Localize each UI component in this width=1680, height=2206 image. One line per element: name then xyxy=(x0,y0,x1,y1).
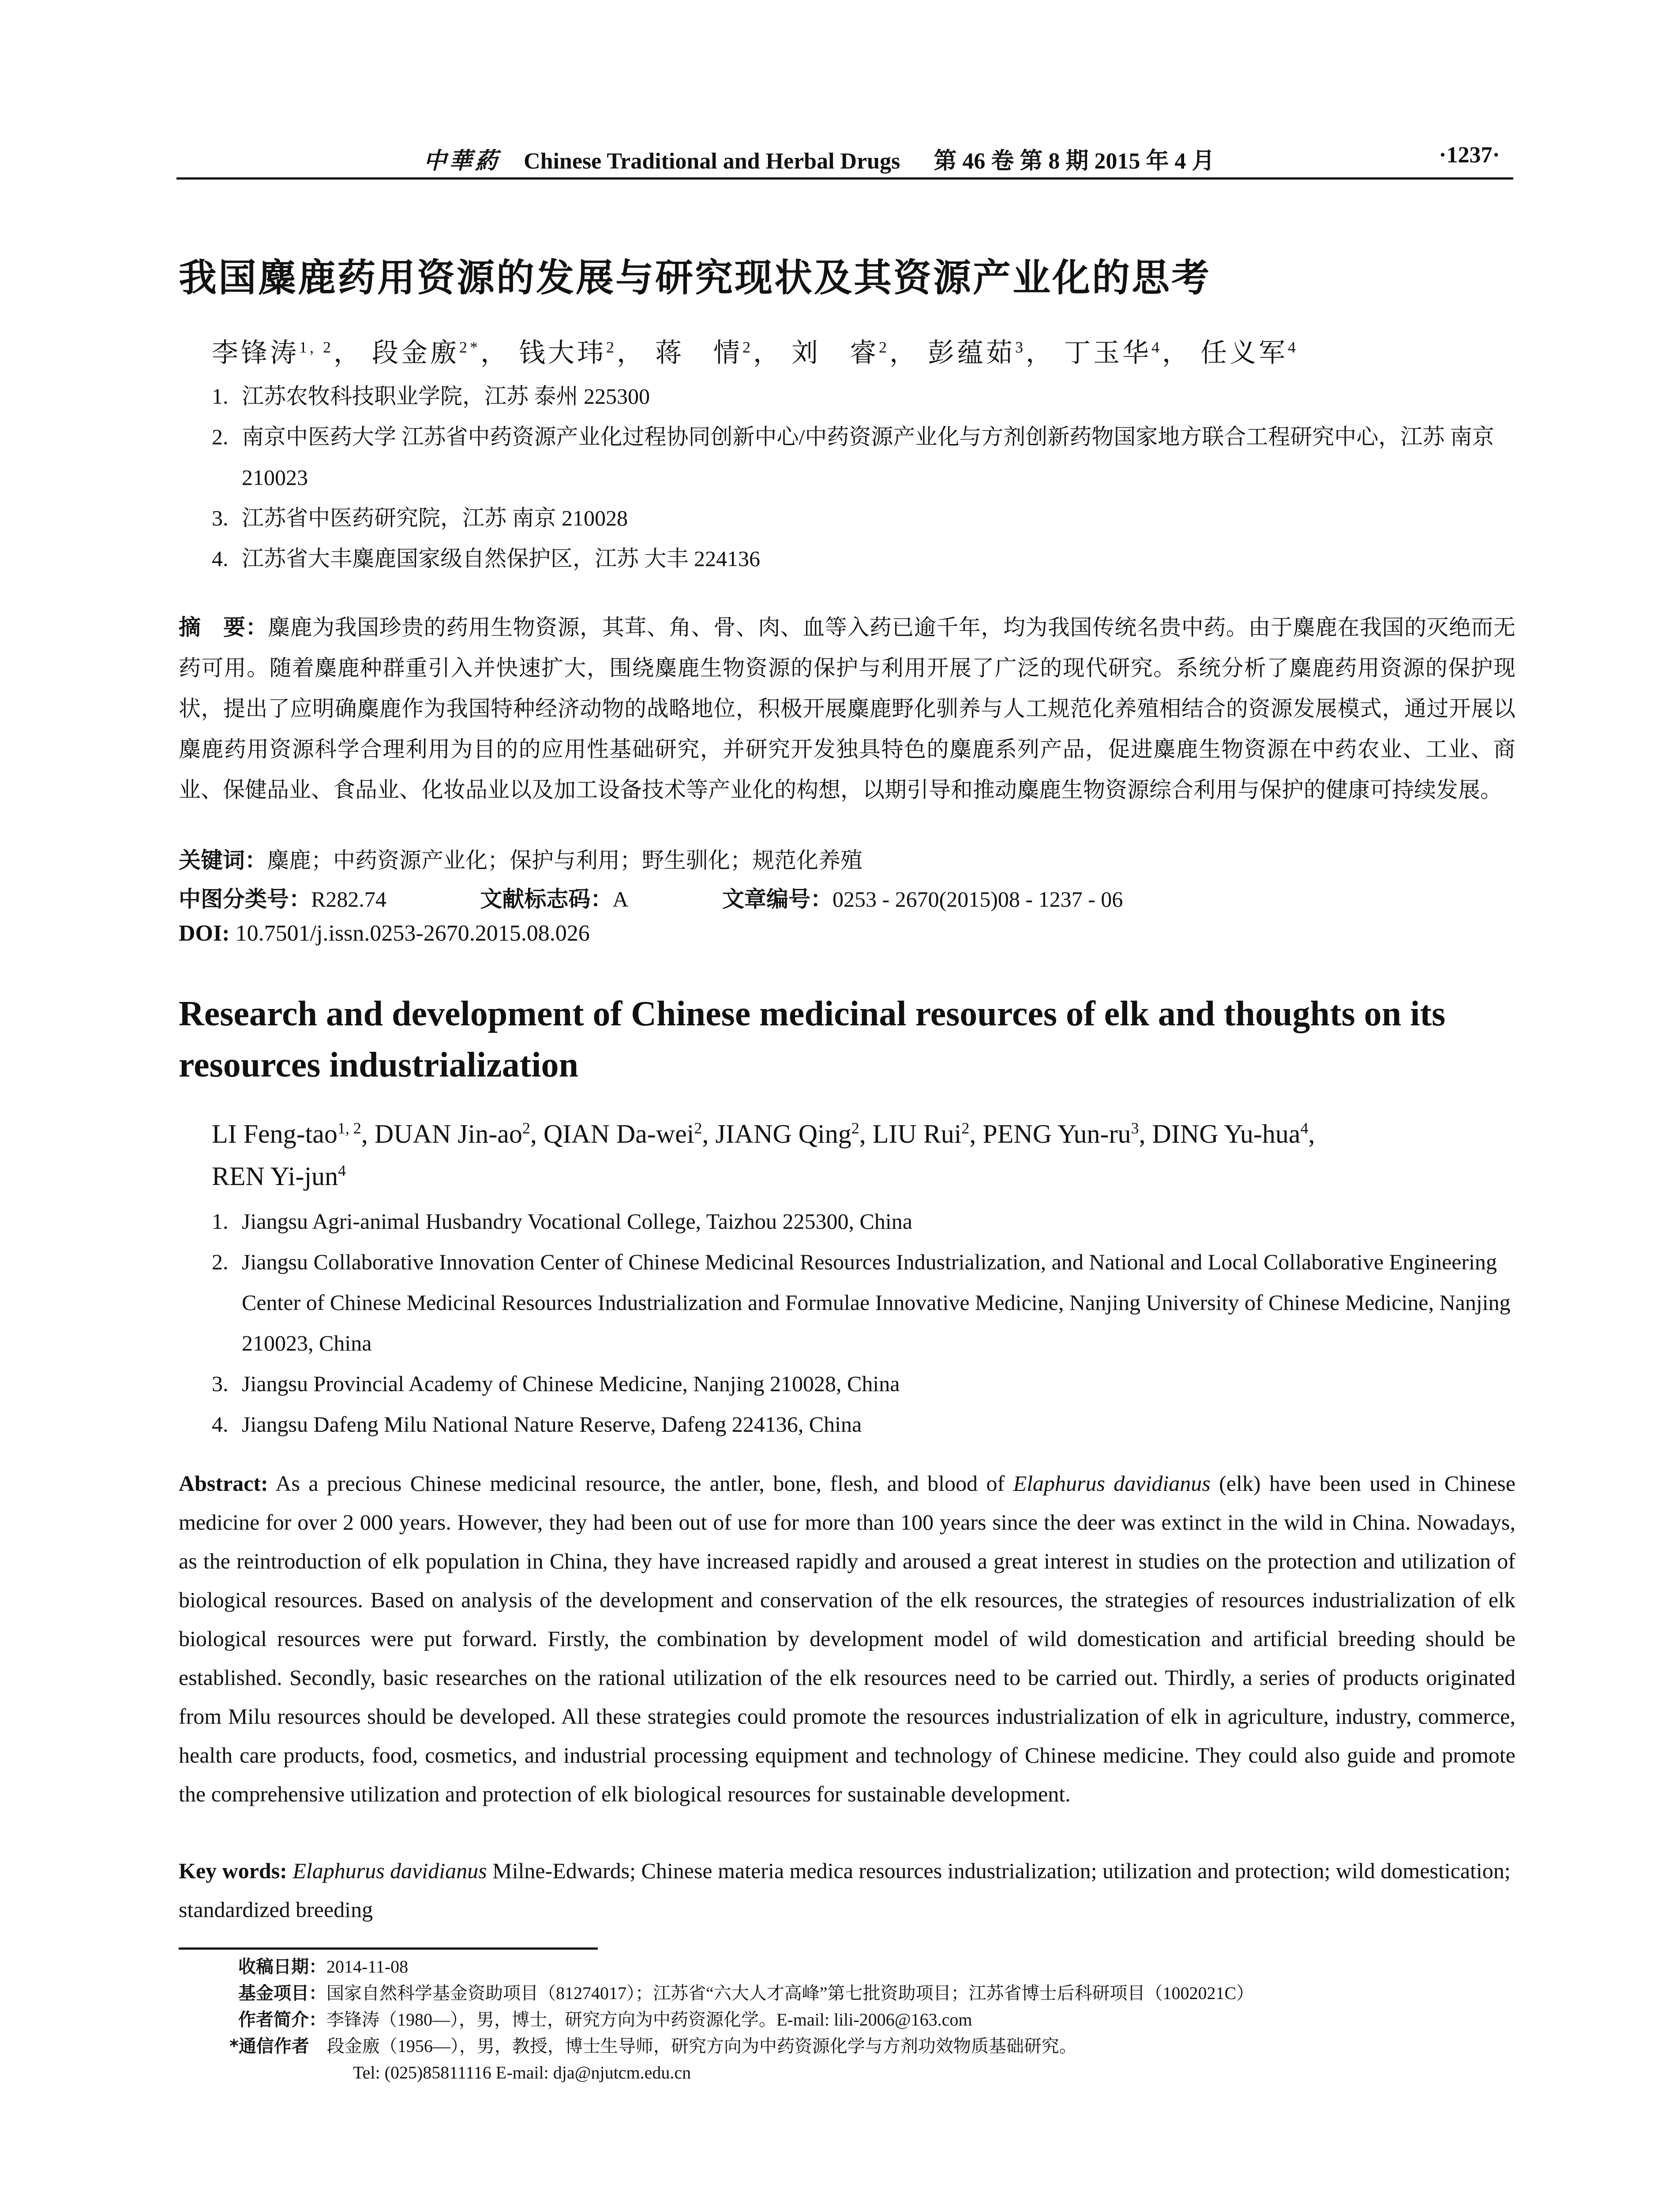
author-cn: 彭蕴茹$^3$ xyxy=(928,338,1026,368)
running-header xyxy=(176,142,1513,180)
author-en: DUAN Jin-$ao^2$ xyxy=(374,1119,530,1148)
article-number: 0253 - 2670(2015)08 - 1237 - 06 xyxy=(832,887,1123,912)
keywords-en: Key words: Elaphurus davidianus Milne-Edwards; Chinese materia medica resources industrialization; utilization and protection; wild domestication; standardized breeding xyxy=(179,1858,1511,1922)
footnote-received: 收稿日期：2014-11-08 xyxy=(238,1957,409,1977)
journal-issue: 第 46 卷 第 8 期 2015 年 4 月 xyxy=(934,149,1215,174)
affiliations-en xyxy=(212,1201,1513,1444)
author-en: LIU Rui$^2$ xyxy=(872,1119,970,1148)
title-en: Research and development of Chinese medicinal resources of elk and thoughts on its resources industrialization xyxy=(179,994,1446,1084)
title-cn: 我国麋鹿药用资源的发展与研究现状及其资源产业化的思考 xyxy=(179,256,1211,300)
abstract-cn-text: 麋鹿为我国珍贵的药用生物资源，其茸、角、骨、肉、血等入药已逾千年，均为我国传统名贵中药。由于麋鹿在我国的灭绝而无药可用。随着麋鹿种群重引入并快速扩大，围绕麋鹿生物资源的保护与利用开展了广泛的现代研究。系统分析了麋鹿药用资源的保护现状，提出了应明确麋鹿作为我国特种经济动物的战略地位，积极开展麋鹿野化驯养与人工规范化养殖相结合的资源发展模式，通过开展以麋鹿药用资源科学合理利用为目的的应用性基础研究，并研究开发独具特色的麋鹿系列产品，促进麋鹿生物资源在中药农业、工业、商业、保健品业、食品业、化妆品业以及加工设备技术等产业化的构想，以期引导和推动麋鹿生物资源综合利用与保护的健康可持续发展。 xyxy=(179,615,1516,802)
classification-row: 中图分类号：R282.74 文献标志码：A 文章编号：0253 - 2670(2015)08 - 1237 - 06 xyxy=(179,886,1123,912)
author-cn: 刘 睿$^2$ xyxy=(791,338,889,368)
affiliation-item: 1. 江苏农牧科技职业学院，江苏 泰州 225300 xyxy=(212,384,650,409)
abstract-en: Abstract: As a precious Chinese medicinal resource, the antler, bone, flesh, and blood of Elaphurus davidianus (elk) have been used in Chinese medicine for over 2 000 years. However, they had been out of use for more than 100 years since the deer was extinct in the wild in China. Nowadays, as the reintroduction of elk population in China, they have increased rapidly and aroused a great interest in studies on the protection and utilization of biological resources. Based on analysis of the development and conservation of the elk resources, the strategies of resources industrialization of elk biological resources were put forward. Firstly, the combination by development model of wild domestication and artificial breeding should be established. Secondly, basic researches on the rational utilization of the elk resources need to be carried out. Thirdly, a series of products originated from Milu resources should be developed. All these strategies could promote the resources industrialization of elk in agriculture, industry, commerce, health care products, food, cosmetics, and industrial processing equipment and technology of Chinese medicine. They could also guide and promote the comprehensive utilization and protection of elk biological resources for sustainable development. xyxy=(179,1471,1516,1806)
footnote-bio: 作者简介：李锋涛（1980—），男，博士，研究方向为中药资源化学。E-mail: lili-2006@163.com xyxy=(238,2010,972,2030)
author-cn: 丁玉华$^4$ xyxy=(1064,338,1162,368)
doi: DOI: 10.7501/j.issn.0253-2670.2015.08.026 xyxy=(179,921,590,946)
author-en: LI Feng-tao$^{1, 2}$ xyxy=(212,1119,361,1148)
clc-code: R282.74 xyxy=(311,887,386,912)
affiliation-item: 1. Jiangsu Agri-animal Husbandry Vocational College, Taizhou 225300, China xyxy=(212,1209,912,1234)
authors-cn: 李锋涛$^{1, 2}$， 段金廒$^{2*}$， 钱大玮$^2$， 蒋 情$^2$， 刘 睿$^2$， 彭蕴茹$^3$， 丁玉华$^4$， 任义军$^4$ xyxy=(212,338,1298,368)
doi-link[interactable]: 10.7501/j.issn.0253-2670.2015.08.026 xyxy=(235,921,590,946)
author-en: PENG Yun-$ru^3$ xyxy=(982,1119,1139,1148)
page-number: ·1237· xyxy=(1439,143,1500,168)
affiliation-item: 2. Jiangsu Collaborative Innovation Center of Chinese Medicinal Resources Industrialization, and National and Local Collaborative Engineering Center of Chinese Medicinal Resources Industrialization and Formulae Innovative Medicine, Nanjing University of Chinese Medicine, Nanjing 210023, China xyxy=(212,1249,1511,1355)
author-en: JIANG Qing$^2$ xyxy=(715,1119,859,1148)
author-en: QIAN Da-wei$^2$ xyxy=(543,1119,702,1148)
author-en: REN Yi-jun$^4$ xyxy=(212,1162,346,1191)
footnotes xyxy=(229,1954,1518,2086)
footnote-contact: Tel: (025)85811116 E-mail: dja@njutcm.edu.cn xyxy=(353,2063,691,2082)
doc-code: A xyxy=(612,887,629,912)
footnote-corresponding: *通信作者 段金廒（1956—），男，教授，博士生导师，研究方向为中药资源化学与方剂功效物质基础研究。 xyxy=(229,2036,1077,2056)
author-cn: 蒋 情$^2$ xyxy=(655,338,753,368)
keywords-cn: 关键词：麋鹿；中药资源产业化；保护与利用；野生驯化；规范化养殖 xyxy=(179,848,862,873)
abstract-cn xyxy=(179,607,1515,810)
journal-name-en: Chinese Traditional and Herbal Drugs xyxy=(524,149,900,174)
author-cn: 任义军$^4$ xyxy=(1200,338,1298,368)
authors-en: LI Feng-tao$^{1, 2}$, DUAN Jin-$ao^2$, QIAN Da-wei$^2$, JIANG Qing$^2$, LIU Rui$^2$, PENG Yun-$ru^3$, DING Yu-hua$^4$, REN Yi-jun$^4$ xyxy=(212,1119,1315,1191)
abstract-cn-label: 摘 要： xyxy=(179,615,268,640)
affiliation-item: 4. Jiangsu Dafeng Milu National Nature Reserve, Dafeng 224136, China xyxy=(212,1412,862,1437)
running-title xyxy=(424,142,1215,175)
affiliations-cn xyxy=(212,376,1513,579)
affiliation-item: 3. Jiangsu Provincial Academy of Chinese Medicine, Nanjing 210028, China xyxy=(212,1371,900,1396)
footnote-fund: 基金项目：国家自然科学基金资助项目（81274017）；江苏省“六大人才高峰”第七批资助项目；江苏省博士后科研项目（1002021C） xyxy=(238,1983,1254,2003)
species-name: Elaphurus davidianus xyxy=(1013,1471,1211,1496)
affiliation-item: 2. 南京中医药大学 江苏省中药资源产业化过程协同创新中心/中药资源产业化与方剂创新药物国家地方联合工程研究中心，江苏 南京 210023 xyxy=(212,424,1494,490)
affiliation-item: 4. 江苏省大丰麋鹿国家级自然保护区，江苏 大丰 224136 xyxy=(212,546,760,571)
affiliation-item: 3. 江苏省中医药研究院，江苏 南京 210028 xyxy=(212,506,628,530)
journal-name-cn: 中華葯 xyxy=(424,147,501,174)
author-en: DING Yu-hua$^4$ xyxy=(1152,1119,1309,1148)
author-cn: 李锋涛$^{1, 2}$ xyxy=(212,338,334,368)
author-cn: 段金廒$^{2*}$ xyxy=(372,338,480,368)
author-cn: 钱大玮$^2$ xyxy=(519,338,617,368)
footnote-rule xyxy=(179,1947,598,1950)
